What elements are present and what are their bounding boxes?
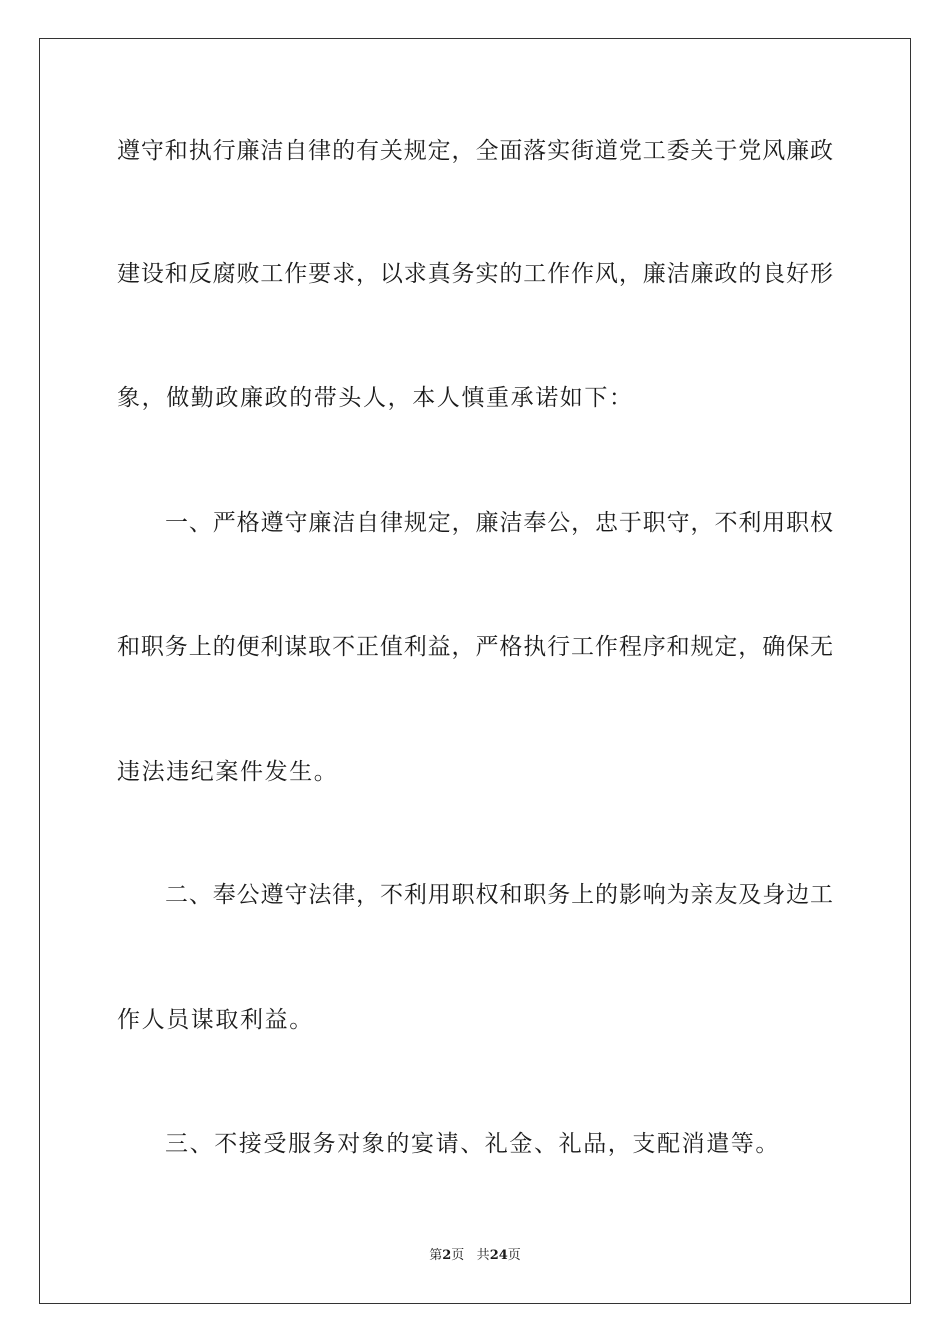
page-border xyxy=(39,38,911,1304)
text-line-1: 遵守和执行廉洁自律的有关规定，全面落实街道党工委关于党风廉政 xyxy=(117,138,833,164)
page-footer xyxy=(0,1247,950,1265)
text-line-2: 建设和反腐败工作要求，以求真务实的工作作风，廉洁廉政的良好形 xyxy=(117,261,833,287)
text-line-7: 二、奉公遵守法律，不利用职权和职务上的影响为亲友及身边工 xyxy=(165,882,833,908)
text-line-3: 象，做勤政廉政的带头人，本人慎重承诺如下： xyxy=(117,385,634,411)
footer-page-suffix: 页 xyxy=(451,1248,465,1263)
footer-page-number: 2 xyxy=(442,1248,452,1263)
footer-total-prefix: 共 xyxy=(476,1248,490,1263)
footer-total-suffix: 页 xyxy=(507,1248,521,1263)
text-line-5: 和职务上的便利谋取不正值利益，严格执行工作程序和规定，确保无 xyxy=(117,634,833,660)
footer-page-prefix: 第 xyxy=(429,1248,443,1263)
text-line-6: 违法违纪案件发生。 xyxy=(117,759,339,785)
text-line-9: 三、不接受服务对象的宴请、礼金、礼品，支配消遣等。 xyxy=(165,1131,780,1157)
text-line-8: 作人员谋取利益。 xyxy=(117,1007,314,1033)
footer-total-pages: 24 xyxy=(489,1248,508,1263)
text-line-4: 一、严格遵守廉洁自律规定，廉洁奉公，忠于职守，不利用职权 xyxy=(165,510,833,536)
